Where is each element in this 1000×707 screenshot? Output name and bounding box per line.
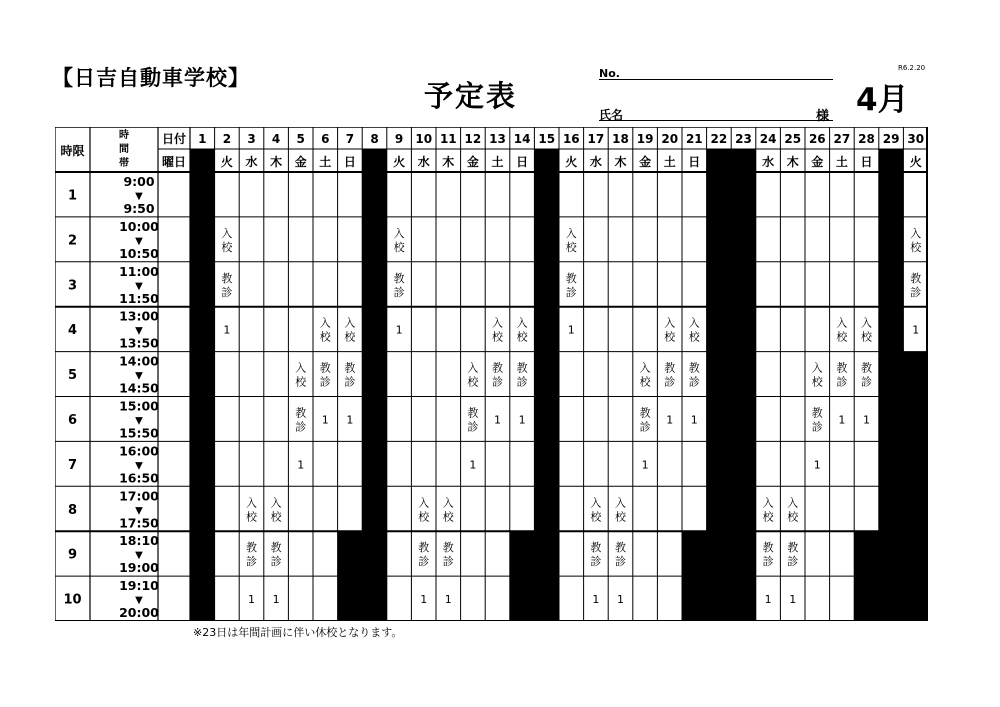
honorific-label: 様: [816, 109, 830, 124]
closed-day-block: [879, 149, 904, 621]
schedule-entry: 教: [393, 271, 405, 285]
weekday-cell: 水: [245, 155, 258, 169]
schedule-entry: 教: [319, 361, 331, 375]
day-number: 18: [612, 132, 629, 146]
schedule-entry: 1: [223, 323, 231, 337]
weekday-cell: 月: [368, 155, 381, 169]
schedule-entry: 診: [664, 375, 676, 389]
weekday-cell: 火: [220, 155, 233, 169]
schedule-grid: [55, 127, 928, 621]
schedule-entry: 入: [467, 361, 479, 375]
day-number: 20: [661, 132, 679, 146]
day-number: 12: [464, 132, 482, 146]
number-field-line: [599, 79, 833, 80]
day-number: 16: [562, 132, 580, 146]
page-title: 予定表: [424, 79, 518, 113]
schedule-entry: 入: [393, 226, 405, 240]
down-arrow-icon: ▼: [135, 550, 143, 562]
day-number: 27: [833, 132, 851, 146]
schedule-entry: 入: [246, 496, 257, 510]
schedule-entry: 校: [418, 510, 430, 524]
day-number: 24: [759, 132, 777, 146]
schedule-entry: 校: [270, 510, 282, 524]
weekday-cell: 月: [885, 155, 898, 169]
schedule-entry: 校: [516, 330, 528, 344]
period-number: 5: [67, 368, 78, 384]
schedule-entry: 校: [811, 375, 823, 389]
schedule-entry: 入: [270, 496, 282, 510]
weekday-cell: 日: [516, 155, 529, 169]
day-number: 3: [247, 132, 256, 146]
period-start-time: 13:00: [119, 308, 159, 324]
schedule-entry: 校: [295, 375, 307, 389]
period-number: 8: [67, 502, 78, 518]
schedule-entry: 入: [836, 316, 848, 330]
schedule-entry: 1: [641, 458, 649, 472]
down-arrow-icon: ▼: [135, 325, 143, 337]
schedule-entry: 教: [516, 361, 528, 375]
schedule-entry: 入: [516, 316, 528, 330]
day-number: 5: [296, 132, 305, 146]
weekday-cell: 月: [196, 155, 209, 169]
period-end-time: 13:50: [119, 335, 159, 351]
schedule-entry: 入: [221, 226, 233, 240]
schedule-entry: 1: [297, 458, 305, 472]
schedule-entry: 入: [762, 496, 774, 510]
day-number: 2: [222, 132, 232, 146]
schedule-entry: 1: [617, 593, 624, 607]
period-start-time: 15:00: [119, 398, 159, 414]
schedule-entry: 教: [861, 361, 872, 375]
day-number: 6: [321, 132, 330, 146]
day-number: 8: [370, 132, 379, 146]
down-arrow-icon: ▼: [135, 415, 143, 427]
day-number: 21: [685, 132, 703, 146]
schedule-entry: 校: [442, 510, 454, 524]
closed-day-block: [731, 149, 756, 621]
schedule-entry: 1: [395, 323, 403, 337]
schedule-entry: 入: [688, 316, 700, 330]
schedule-entry: 教: [811, 406, 823, 420]
down-arrow-icon: ▼: [135, 191, 143, 202]
day-number: 26: [808, 132, 826, 146]
schedule-entry: 診: [861, 375, 872, 389]
schedule-entry: 1: [518, 413, 526, 427]
day-number: 7: [345, 132, 355, 146]
name-label: 氏名: [599, 108, 624, 122]
schedule-entry: 校: [910, 240, 922, 254]
period-number: 3: [67, 278, 78, 294]
schedule-entry: 校: [565, 240, 577, 254]
period-end-time: 10:50: [119, 245, 159, 261]
schedule-entry: 校: [639, 375, 651, 389]
schedule-entry: 診: [246, 555, 257, 569]
day-number: 9: [394, 132, 404, 146]
day-number: 13: [489, 132, 506, 146]
schedule-entry: 1: [272, 593, 280, 607]
period-end-time: 15:50: [119, 425, 159, 441]
period-start-time: 10:00: [119, 218, 159, 234]
down-arrow-icon: ▼: [135, 235, 143, 247]
schedule-entry: 校: [590, 510, 602, 524]
day-number: 19: [636, 132, 654, 146]
period-start-time: 18:10: [119, 533, 159, 549]
closed-day-block: [707, 149, 732, 621]
schedule-entry: 診: [418, 555, 430, 569]
schedule-entry: 1: [248, 593, 255, 607]
down-arrow-icon: ▼: [135, 595, 143, 607]
schedule-entry: 診: [344, 375, 356, 389]
period-end-time: 14:50: [119, 380, 159, 396]
weekday-cell: 金: [639, 155, 652, 169]
schedule-entry: 診: [295, 420, 307, 434]
closed-day-block: [362, 149, 387, 621]
period-end-time: 17:50: [119, 515, 159, 531]
schedule-entry: 1: [346, 413, 354, 427]
closed-day-block: [190, 149, 215, 621]
schedule-entry: 入: [861, 316, 872, 330]
number-label: No.: [599, 67, 620, 80]
weekday-cell: 木: [786, 155, 799, 169]
schedule-entry: 教: [910, 271, 922, 285]
period-start-time: 9:00: [123, 174, 155, 189]
schedule-entry: 入: [344, 316, 356, 330]
schedule-entry: 入: [442, 496, 454, 510]
schedule-entry: 入: [615, 496, 626, 510]
weekday-label: 曜日: [161, 155, 187, 169]
schedule-entry: 1: [666, 413, 674, 427]
schedule-entry: 教: [787, 541, 799, 555]
period-number: 6: [67, 412, 78, 428]
schedule-entry: 1: [813, 458, 821, 472]
schedule-entry: 1: [863, 413, 870, 427]
school-name: 【日吉自動車学校】: [52, 66, 250, 90]
schedule-entry: 1: [592, 593, 600, 607]
schedule-entry: 校: [836, 330, 848, 344]
schedule-entry: 1: [567, 323, 575, 337]
schedule-entry: 診: [467, 420, 479, 434]
schedule-entry: 校: [467, 375, 479, 389]
schedule-entry: 校: [246, 510, 257, 524]
schedule-entry: 診: [516, 375, 528, 389]
down-arrow-icon: ▼: [135, 370, 143, 382]
schedule-entry: 1: [838, 413, 846, 427]
day-number: 29: [882, 132, 900, 146]
schedule-entry: 1: [321, 413, 329, 427]
schedule-entry: 診: [910, 285, 922, 299]
schedule-entry: 校: [221, 240, 233, 254]
schedule-entry: 1: [469, 458, 477, 472]
weekday-cell: 土: [835, 155, 848, 169]
weekday-cell: 月: [540, 155, 553, 169]
weekday-cell: 水: [762, 155, 775, 169]
schedule-entry: 教: [688, 361, 700, 375]
weekday-cell: 土: [491, 155, 504, 169]
period-end-time: 11:50: [119, 290, 159, 306]
period-number: 4: [67, 323, 78, 339]
weekday-cell: 日: [343, 155, 356, 169]
date-label: 日付: [161, 132, 187, 146]
day-number: 22: [710, 132, 728, 146]
period-header: 時限: [60, 144, 85, 158]
period-start-time: 11:00: [119, 263, 159, 279]
schedule-entry: 教: [246, 541, 257, 555]
time-header: 時: [119, 130, 129, 141]
period-end-time: 19:00: [119, 560, 159, 576]
schedule-entry: 入: [664, 316, 676, 330]
closed-day-block: [534, 149, 559, 621]
weekday-cell: 月: [712, 155, 725, 169]
schedule-entry: 1: [690, 413, 698, 427]
weekday-cell: 金: [811, 155, 824, 169]
schedule-entry: 入: [565, 226, 577, 240]
schedule-entry: 校: [664, 330, 676, 344]
schedule-entry: 1: [764, 593, 772, 607]
weekday-cell: 金: [466, 155, 479, 169]
period-end-time: 9:50: [123, 201, 155, 216]
schedule-entry: 校: [319, 330, 331, 344]
period-number: 9: [67, 547, 78, 563]
day-number: 15: [538, 132, 556, 146]
schedule-entry: 入: [787, 496, 799, 510]
weekday-cell: 木: [442, 155, 455, 169]
schedule-entry: 1: [494, 413, 501, 427]
schedule-entry: 入: [639, 361, 651, 375]
schedule-entry: 校: [688, 330, 700, 344]
day-number: 25: [784, 132, 802, 146]
schedule-entry: 診: [688, 375, 700, 389]
period-start-time: 14:00: [119, 353, 159, 369]
day-number: 10: [415, 132, 433, 146]
schedule-entry: 診: [221, 285, 233, 299]
month-label: 4月: [856, 82, 909, 118]
schedule-entry: 診: [836, 375, 848, 389]
version-code: R6.2.20: [898, 64, 926, 72]
weekday-cell: 水: [417, 155, 430, 169]
schedule-entry: 教: [344, 361, 356, 375]
schedule-entry: 教: [221, 271, 233, 285]
schedule-entry: 教: [442, 541, 454, 555]
time-header: 間: [119, 144, 129, 155]
schedule-entry: 診: [590, 555, 602, 569]
period-end-time: 16:50: [119, 470, 159, 486]
day-number: 28: [858, 132, 875, 146]
schedule-entry: 診: [639, 420, 651, 434]
schedule-entry: 入: [319, 316, 331, 330]
schedule-entry: 1: [420, 593, 428, 607]
schedule-entry: 教: [270, 541, 282, 555]
schedule-entry: 校: [861, 330, 872, 344]
period-number: 7: [67, 457, 78, 473]
weekday-cell: 火: [393, 155, 406, 169]
schedule-table: [55, 127, 928, 621]
schedule-entry: 診: [492, 375, 503, 389]
schedule-entry: 診: [615, 555, 626, 569]
schedule-entry: 校: [787, 510, 799, 524]
schedule-entry: 入: [811, 361, 823, 375]
period-start-time: 16:00: [119, 443, 159, 459]
day-number: 1: [198, 132, 207, 146]
schedule-entry: 入: [492, 316, 503, 330]
schedule-entry: 診: [811, 420, 823, 434]
day-number: 30: [907, 132, 925, 146]
schedule-entry: 校: [492, 330, 503, 344]
down-arrow-icon: ▼: [135, 460, 143, 472]
name-field-line: [599, 120, 833, 121]
day-number: 17: [587, 132, 605, 146]
schedule-entry: 教: [836, 361, 848, 375]
schedule-entry: 診: [565, 285, 577, 299]
schedule-entry: 1: [444, 593, 452, 607]
time-header: 帯: [119, 158, 129, 169]
schedule-entry: 教: [615, 541, 626, 555]
footnote: ※23日は年間計画に伴い休校となります。: [193, 626, 403, 639]
schedule-entry: 教: [295, 406, 307, 420]
schedule-entry: 診: [442, 555, 454, 569]
schedule-entry: 診: [393, 285, 405, 299]
period-start-time: 17:00: [119, 488, 159, 504]
period-number: 2: [67, 233, 78, 249]
weekday-cell: 木: [614, 155, 627, 169]
schedule-entry: 1: [789, 593, 797, 607]
schedule-entry: 教: [467, 406, 479, 420]
day-number: 14: [513, 132, 531, 146]
schedule-entry: 入: [910, 226, 922, 240]
schedule-entry: 入: [590, 496, 602, 510]
schedule-entry: 診: [319, 375, 331, 389]
schedule-entry: 教: [762, 541, 774, 555]
weekday-cell: 土: [319, 155, 332, 169]
schedule-entry: 教: [639, 406, 651, 420]
weekday-cell: 火: [909, 155, 922, 169]
period-number: 10: [63, 592, 82, 608]
down-arrow-icon: ▼: [135, 505, 143, 517]
schedule-entry: 入: [418, 496, 430, 510]
schedule-entry: 診: [270, 555, 282, 569]
schedule-entry: 校: [393, 240, 405, 254]
weekday-cell: 金: [294, 155, 307, 169]
day-number: 11: [439, 132, 457, 146]
period-number: 1: [67, 188, 78, 204]
schedule-entry: 教: [492, 361, 503, 375]
down-arrow-icon: ▼: [135, 280, 143, 292]
schedule-entry: 校: [344, 330, 356, 344]
schedule-entry: 校: [615, 510, 626, 524]
weekday-cell: 火: [565, 155, 578, 169]
day-number: 4: [271, 132, 281, 146]
weekday-cell: 火: [737, 155, 750, 169]
weekday-cell: 日: [688, 155, 701, 169]
schedule-entry: 1: [912, 323, 920, 337]
weekday-cell: 日: [860, 155, 873, 169]
period-end-time: 20:00: [119, 605, 159, 621]
schedule-entry: 校: [762, 510, 774, 524]
period-start-time: 19:10: [119, 578, 159, 594]
schedule-entry: 教: [418, 541, 430, 555]
weekday-cell: 木: [270, 155, 283, 169]
weekday-cell: 水: [589, 155, 602, 169]
weekday-cell: 土: [663, 155, 676, 169]
schedule-entry: 教: [590, 541, 602, 555]
day-number: 23: [735, 132, 752, 146]
schedule-entry: 教: [664, 361, 676, 375]
schedule-entry: 教: [565, 271, 577, 285]
schedule-entry: 診: [762, 555, 774, 569]
schedule-entry: 診: [787, 555, 799, 569]
schedule-entry: 入: [295, 361, 307, 375]
